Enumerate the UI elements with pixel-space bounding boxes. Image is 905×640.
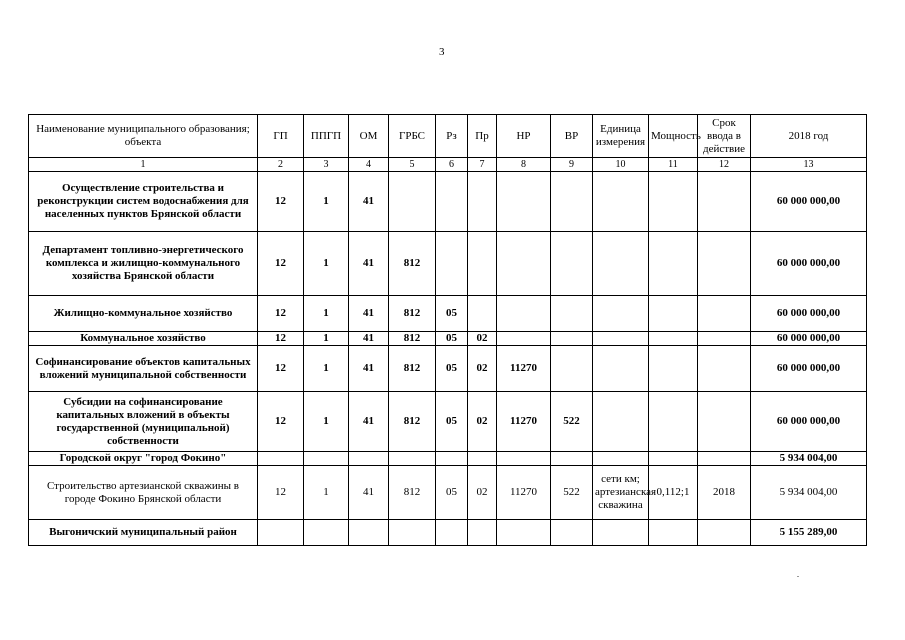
- cell-amount: 60 000 000,00: [751, 332, 867, 346]
- cell-vr: 522: [551, 392, 593, 452]
- cell-grbs: 812: [389, 232, 436, 296]
- table-row: [29, 346, 867, 392]
- cell-vr: 522: [551, 466, 593, 520]
- cell-nr: [497, 296, 551, 332]
- cell-gp: 12: [258, 332, 304, 346]
- column-number: 9: [551, 158, 593, 172]
- cell-pr: [468, 172, 497, 232]
- cell-grbs: 812: [389, 466, 436, 520]
- column-number: 1: [29, 158, 258, 172]
- cell-vr: [551, 332, 593, 346]
- cell-vr: [551, 346, 593, 392]
- cell-amount: 5 934 004,00: [751, 452, 867, 466]
- column-number: 5: [389, 158, 436, 172]
- cell-rz: [436, 452, 468, 466]
- column-number: 13: [751, 158, 867, 172]
- cell-capacity: 0,112;1: [649, 466, 698, 520]
- cell-rz: 05: [436, 392, 468, 452]
- row-name: Коммунальное хозяйство: [29, 332, 258, 346]
- cell-grbs: 812: [389, 296, 436, 332]
- header-gp: ГП: [258, 115, 304, 158]
- cell-term: [698, 392, 751, 452]
- row-name: Департамент топливно-энергетического комплекса и жилищно-коммунального хозяйства Брянской области: [29, 232, 258, 296]
- cell-nr: 11270: [497, 392, 551, 452]
- cell-term: [698, 520, 751, 546]
- cell-om: 41: [349, 296, 389, 332]
- cell-capacity: [649, 392, 698, 452]
- cell-vr: [551, 232, 593, 296]
- cell-unit: [593, 346, 649, 392]
- cell-amount: 60 000 000,00: [751, 232, 867, 296]
- table-row: [29, 520, 867, 546]
- cell-gp: 12: [258, 346, 304, 392]
- cell-pr: 02: [468, 346, 497, 392]
- row-name: Строительство артезианской скважины в городе Фокино Брянской области: [29, 466, 258, 520]
- cell-vr: [551, 452, 593, 466]
- cell-vr: [551, 520, 593, 546]
- cell-nr: [497, 232, 551, 296]
- row-name: Жилищно-коммунальное хозяйство: [29, 296, 258, 332]
- cell-grbs: [389, 172, 436, 232]
- table-header-row: [29, 115, 867, 158]
- table-row: [29, 392, 867, 452]
- cell-ppgp: 1: [304, 332, 349, 346]
- cell-pr: [468, 452, 497, 466]
- cell-unit: [593, 332, 649, 346]
- cell-capacity: [649, 520, 698, 546]
- cell-nr: [497, 452, 551, 466]
- cell-gp: [258, 520, 304, 546]
- cell-grbs: 812: [389, 392, 436, 452]
- cell-capacity: [649, 346, 698, 392]
- cell-ppgp: 1: [304, 232, 349, 296]
- row-name: Городской округ "город Фокино": [29, 452, 258, 466]
- cell-grbs: 812: [389, 346, 436, 392]
- cell-ppgp: [304, 520, 349, 546]
- cell-rz: 05: [436, 466, 468, 520]
- column-number: 8: [497, 158, 551, 172]
- cell-capacity: [649, 296, 698, 332]
- cell-om: 41: [349, 232, 389, 296]
- cell-capacity: [649, 452, 698, 466]
- cell-term: [698, 296, 751, 332]
- column-number: 3: [304, 158, 349, 172]
- cell-grbs: 812: [389, 332, 436, 346]
- cell-ppgp: 1: [304, 466, 349, 520]
- cell-capacity: [649, 332, 698, 346]
- cell-om: [349, 520, 389, 546]
- cell-pr: [468, 232, 497, 296]
- cell-unit: [593, 520, 649, 546]
- cell-rz: [436, 172, 468, 232]
- cell-ppgp: 1: [304, 346, 349, 392]
- column-number: 12: [698, 158, 751, 172]
- column-number: 10: [593, 158, 649, 172]
- cell-term: [698, 232, 751, 296]
- page-number: 3: [439, 46, 445, 58]
- cell-om: 41: [349, 466, 389, 520]
- header-rz: Рз: [436, 115, 468, 158]
- cell-amount: 60 000 000,00: [751, 172, 867, 232]
- header-vr: ВР: [551, 115, 593, 158]
- cell-term: 2018: [698, 466, 751, 520]
- cell-term: [698, 346, 751, 392]
- cell-term: [698, 172, 751, 232]
- cell-unit: [593, 296, 649, 332]
- table-row: [29, 172, 867, 232]
- cell-nr: [497, 332, 551, 346]
- cell-ppgp: 1: [304, 392, 349, 452]
- cell-gp: [258, 452, 304, 466]
- cell-om: 41: [349, 392, 389, 452]
- cell-grbs: [389, 520, 436, 546]
- header-term: Срок ввода в действие: [698, 115, 751, 158]
- column-number: 11: [649, 158, 698, 172]
- cell-rz: 05: [436, 346, 468, 392]
- cell-ppgp: [304, 452, 349, 466]
- cell-term: [698, 452, 751, 466]
- cell-om: [349, 452, 389, 466]
- budget-table: [28, 114, 867, 546]
- column-number: 2: [258, 158, 304, 172]
- cell-unit: [593, 232, 649, 296]
- cell-capacity: [649, 232, 698, 296]
- table-row: [29, 466, 867, 520]
- cell-ppgp: 1: [304, 172, 349, 232]
- cell-rz: [436, 232, 468, 296]
- cell-nr: 11270: [497, 346, 551, 392]
- table-row: [29, 332, 867, 346]
- header-unit: Единица измерения: [593, 115, 649, 158]
- cell-unit: сети км; артезианская скважина: [593, 466, 649, 520]
- column-number-row: [29, 158, 867, 172]
- cell-pr: 02: [468, 332, 497, 346]
- cell-amount: 60 000 000,00: [751, 346, 867, 392]
- cell-pr: 02: [468, 392, 497, 452]
- table-row: [29, 452, 867, 466]
- header-year: 2018 год: [751, 115, 867, 158]
- cell-gp: 12: [258, 466, 304, 520]
- row-name: Софинансирование объектов капитальных вложений муниципальной собственности: [29, 346, 258, 392]
- cell-om: 41: [349, 332, 389, 346]
- cell-om: 41: [349, 172, 389, 232]
- header-name: Наименование муниципального образования; объекта: [29, 115, 258, 158]
- cell-amount: 60 000 000,00: [751, 392, 867, 452]
- column-number: 4: [349, 158, 389, 172]
- header-pr: Пр: [468, 115, 497, 158]
- cell-gp: 12: [258, 232, 304, 296]
- cell-pr: [468, 296, 497, 332]
- cell-term: [698, 332, 751, 346]
- cell-unit: [593, 172, 649, 232]
- header-grbs: ГРБС: [389, 115, 436, 158]
- cell-pr: 02: [468, 466, 497, 520]
- table-row: [29, 296, 867, 332]
- header-om: ОМ: [349, 115, 389, 158]
- cell-ppgp: 1: [304, 296, 349, 332]
- cell-rz: [436, 520, 468, 546]
- header-capacity: Мощность: [649, 115, 698, 158]
- cell-unit: [593, 392, 649, 452]
- cell-rz: 05: [436, 296, 468, 332]
- cell-amount: 60 000 000,00: [751, 296, 867, 332]
- cell-grbs: [389, 452, 436, 466]
- scan-mark: [797, 576, 799, 577]
- cell-gp: 12: [258, 392, 304, 452]
- cell-pr: [468, 520, 497, 546]
- cell-amount: 5 155 289,00: [751, 520, 867, 546]
- column-number: 7: [468, 158, 497, 172]
- cell-nr: [497, 520, 551, 546]
- header-ppgp: ППГП: [304, 115, 349, 158]
- cell-unit: [593, 452, 649, 466]
- cell-capacity: [649, 172, 698, 232]
- cell-amount: 5 934 004,00: [751, 466, 867, 520]
- table-row: [29, 232, 867, 296]
- cell-gp: 12: [258, 172, 304, 232]
- cell-vr: [551, 172, 593, 232]
- cell-om: 41: [349, 346, 389, 392]
- cell-vr: [551, 296, 593, 332]
- row-name: Выгоничский муниципальный район: [29, 520, 258, 546]
- header-nr: НР: [497, 115, 551, 158]
- cell-nr: 11270: [497, 466, 551, 520]
- row-name: Субсидии на софинансирование капитальных вложений в объекты государственной (муниципальной) собственности: [29, 392, 258, 452]
- cell-rz: 05: [436, 332, 468, 346]
- cell-nr: [497, 172, 551, 232]
- cell-gp: 12: [258, 296, 304, 332]
- row-name: Осуществление строительства и реконструкции систем водоснабжения для населенных пунктов Брянской области: [29, 172, 258, 232]
- column-number: 6: [436, 158, 468, 172]
